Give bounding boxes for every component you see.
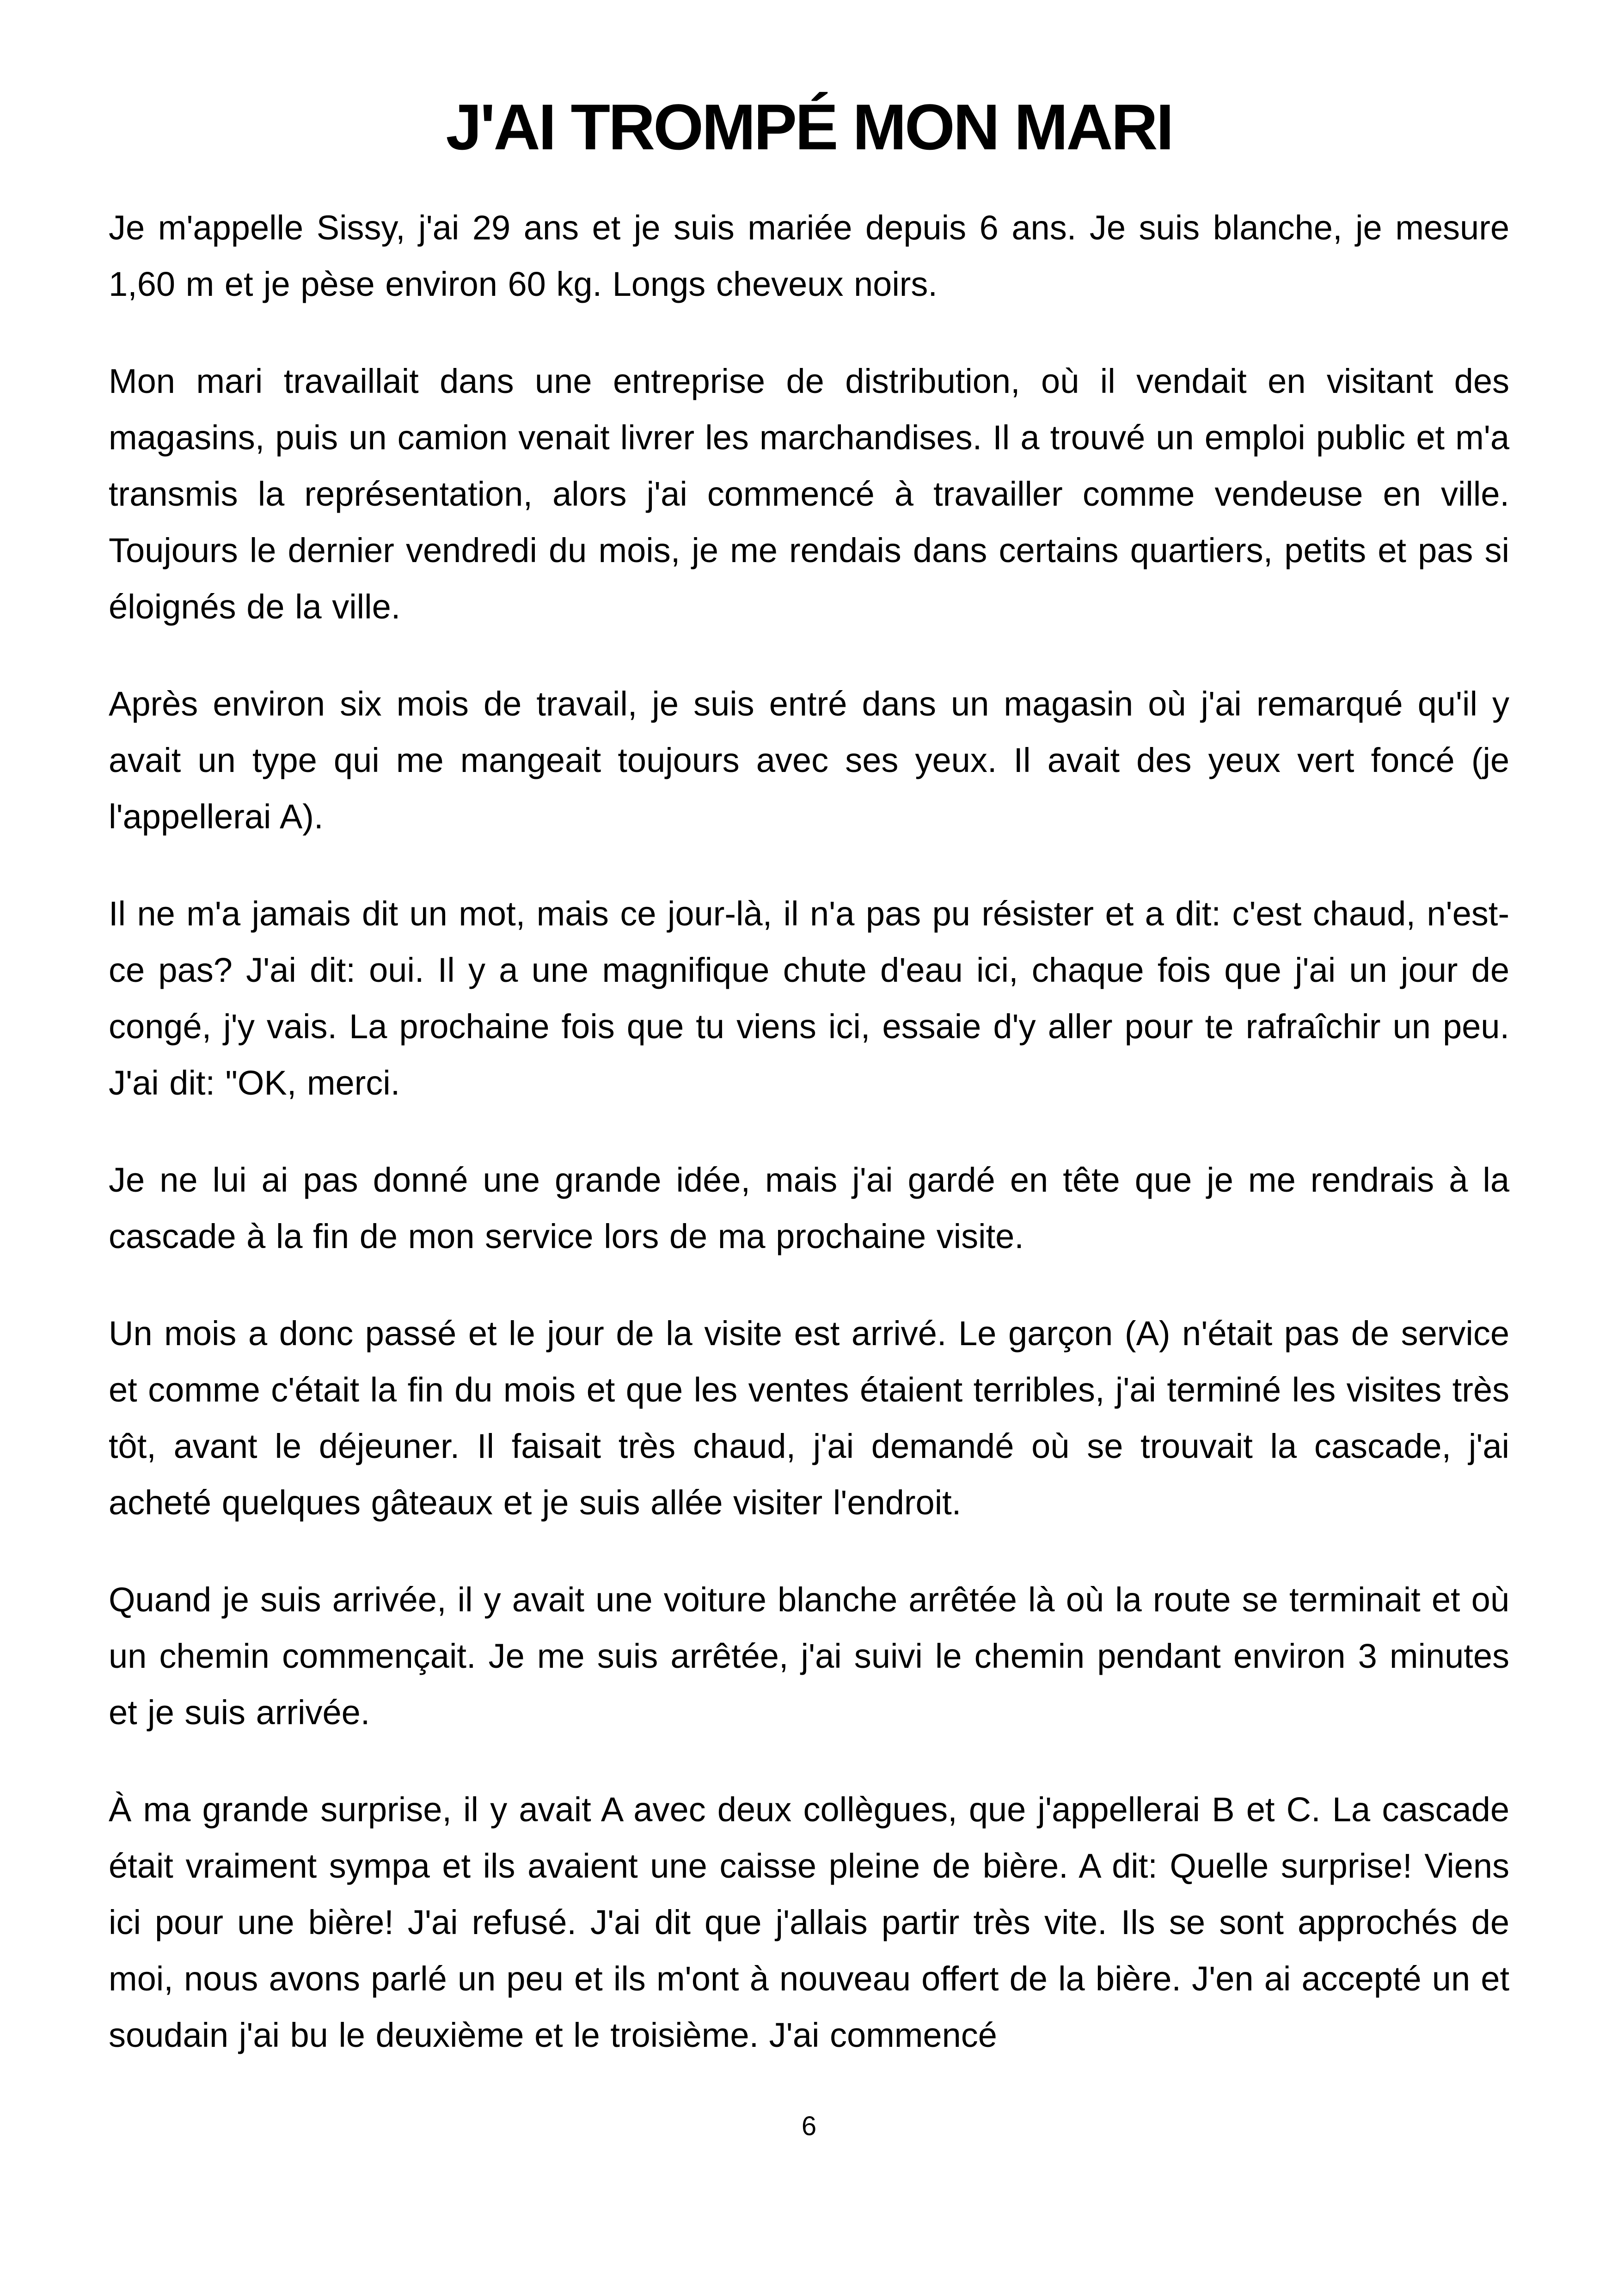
page-title: J'AI TROMPÉ MON MARI [446,91,1172,163]
paragraph-5: Je ne lui ai pas donné une grande idée, mais j'ai gardé en tête que je me rendrais à la cascade à la fin de mon service lors de ma prochaine visite. [109,1161,1509,1255]
body-text [109,200,1509,2104]
paragraph-1: Je m'appelle Sissy, j'ai 29 ans et je suis mariée depuis 6 ans. Je suis blanche, je mesure 1,60 m et je pèse environ 60 kg. Longs cheveux noirs. [109,208,1509,303]
page-number: 6 [801,2111,817,2141]
paragraph-7: Quand je suis arrivée, il y avait une voiture blanche arrêtée là où la route se terminait et où un chemin commençait. Je me suis arrêtée, j'ai suivi le chemin pendant environ 3 minutes et je suis arrivée. [109,1580,1509,1732]
paragraph-2: Mon mari travaillait dans une entreprise de distribution, où il vendait en visitant des magasins, puis un camion venait livrer les marchandises. Il a trouvé un emploi public et m'a transmis la représentation, alors j'ai commencé à travailler comme vendeuse en ville. Toujours le dernier vendredi du mois, je me rendais dans certains quartiers, petits et pas si éloignés de la ville. [109,362,1509,626]
paragraph-6: Un mois a donc passé et le jour de la visite est arrivé. Le garçon (A) n'était pas de service et comme c'était la fin du mois et que les ventes étaient terribles, j'ai terminé les visites très tôt, avant le déjeuner. Il faisait très chaud, j'ai demandé où se trouvait la cascade, j'ai acheté quelques gâteaux et je suis allée visiter l'endroit. [109,1314,1509,1522]
paragraph-8: À ma grande surprise, il y avait A avec deux collègues, que j'appellerai B et C. La cascade était vraiment sympa et ils avaient une caisse pleine de bière. A dit: Quelle surprise! Viens ici pour une bière! J'ai refusé. J'ai dit que j'allais partir très vite. Ils se sont approchés de moi, nous avons parlé un peu et ils m'ont à nouveau offert de la bière. J'en ai accepté un et soudain j'ai bu le deuxième et le troisième. J'ai commencé [109,1790,1509,2054]
paragraph-4: Il ne m'a jamais dit un mot, mais ce jour-là, il n'a pas pu résister et a dit: c'est chaud, n'est-ce pas? J'ai dit: oui. Il y a une magnifique chute d'eau ici, chaque fois que j'ai un jour de congé, j'y vais. La prochaine fois que tu viens ici, essaie d'y aller pour te rafraîchir un peu. J'ai dit: "OK, merci. [109,894,1509,1102]
paragraph-3: Après environ six mois de travail, je suis entré dans un magasin où j'ai remarqué qu'il y avait un type qui me mangeait toujours avec ses yeux. Il avait des yeux vert foncé (je l'appellerai A). [109,685,1509,836]
